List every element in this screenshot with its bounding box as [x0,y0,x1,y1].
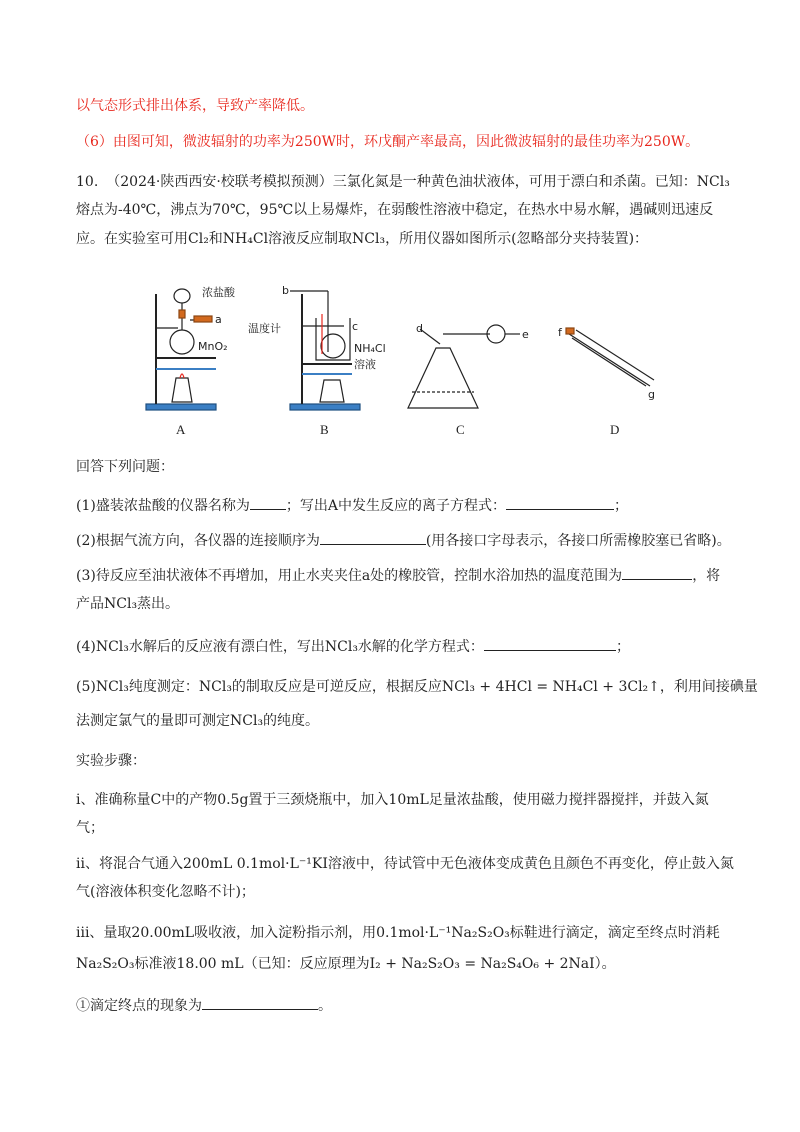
label-port-d: d [416,322,423,335]
question-intro-line-3: 应。在实验室可用Cl₂和NH₄Cl溶液反应制取NCl₃，所用仪器如图所示(忽略部分夹持装置)： [76,231,649,247]
answer-blank-3[interactable] [622,565,692,580]
part-5-line-1: (5)NCl₃纯度测定：NCl₃的制取反应是可逆反应，根据反应NCl₃ + 4HCl = NH₄Cl + 3Cl₂↑，利用间接碘量 [76,679,758,695]
answer-blank-5[interactable] [202,995,318,1010]
apparatus-figure [130,274,690,444]
question-intro-text: 三氯化氮是一种黄色油状液体，可用于漂白和杀菌。已知：NCl₃ [332,174,730,190]
step-1-line-1: i、准确称量C中的产物0.5g置于三颈烧瓶中，加入10mL足量浓盐酸，使用磁力搅拌器搅拌，并鼓入氮 [76,792,709,808]
label-port-f: f [558,326,562,339]
apparatus-b [290,291,360,410]
label-thermometer: 温度计 [248,322,281,335]
part-4-text-a: (4)NCl₃水解后的反应液有漂白性，写出NCl₃水解的化学方程式： [76,639,484,655]
label-port-e: e [522,328,529,341]
label-conc-hcl: 浓盐酸 [202,286,235,299]
caption-d: D [610,422,620,437]
label-solution: 溶液 [354,358,376,371]
label-port-c: c [352,320,359,333]
answer-line-2: （6）由图可知，微波辐射的功率为250W时，环戊酮产率最高，因此微波辐射的最佳功率为250W。 [76,134,700,150]
part-1-text-a: (1)盛装浓盐酸的仪器名称为 [76,498,250,514]
part-4-text-b: ； [615,639,630,655]
label-mno2: MnO₂ [198,340,228,353]
question-intro-line-1 [76,172,730,192]
step-2-line-2: 气(溶液体积变化忽略不计)； [76,884,255,900]
part-5-line-2: 法测定氯气的量即可测定NCl₃的纯度。 [76,713,320,729]
apparatus-c [408,325,520,408]
step-3-line-1: iii、量取20.00mL吸收液，加入淀粉指示剂，用0.1mol·L⁻¹Na₂S₂O₃标鞋进行滴定，滴定至终点时消耗 [76,925,720,941]
label-port-g: g [648,388,655,401]
question-number: 10. [76,174,99,190]
part-2-text-a: (2)根据气流方向，各仪器的连接顺序为 [76,533,320,549]
label-port-b: b [282,284,289,297]
part-1-text-b: ；写出A中发生反应的离子方程式： [285,498,506,514]
part-3-line-2: 产品NCl₃蒸出。 [76,596,180,612]
answer-blank-1b[interactable] [506,495,614,510]
part-2-text-b: (用各接口字母表示，各接口所需橡胶塞已省略)。 [425,533,731,549]
answer-blank-1a[interactable] [250,495,286,510]
answer-blank-4[interactable] [484,636,616,651]
step-1-line-2: 气； [76,820,104,836]
part-3-text-b: ，将 [692,568,721,584]
sub-question-1-text-a: ①滴定终点的现象为 [76,998,202,1014]
label-nh4cl: NH₄Cl [354,342,386,355]
sub-question-1-text-b: 。 [318,998,332,1014]
part-3-line-1 [76,565,720,586]
question-intro-line-2: 熔点为-40℃，沸点为70℃，95℃以上易爆炸，在弱酸性溶液中稳定，在热水中易水解，遇碱则迅速反 [76,202,714,218]
steps-heading: 实验步骤： [76,753,146,769]
part-1-text-c: ； [613,498,628,514]
caption-b: B [320,422,329,437]
prompt: 回答下列问题： [76,459,174,475]
label-port-a: a [215,313,222,326]
part-2 [76,530,731,551]
caption-a: A [176,422,186,437]
apparatus-d [566,328,654,386]
answer-line-1: 以气态形式排出体系，导致产率降低。 [76,98,314,114]
part-1 [76,495,628,516]
part-4 [76,636,630,657]
step-2-line-1: ii、将混合气通入200mL 0.1mol·L⁻¹KI溶液中，待试管中无色液体变成黄色且颜色不再变化，停止鼓入氮 [76,856,734,872]
answer-blank-2[interactable] [320,530,426,545]
part-3-text-a: (3)待反应至油状液体不再增加，用止水夹夹住a处的橡胶管，控制水浴加热的温度范围为 [76,568,623,584]
caption-c: C [456,422,465,437]
step-3-line-2: Na₂S₂O₃标准液18.00 mL（已知：反应原理为I₂ + Na₂S₂O₃ = Na₂S₄O₆ + 2NaI）。 [76,956,616,972]
sub-question-1 [76,995,332,1016]
question-source: （2024·陕西西安·校联考模拟预测） [106,174,333,190]
